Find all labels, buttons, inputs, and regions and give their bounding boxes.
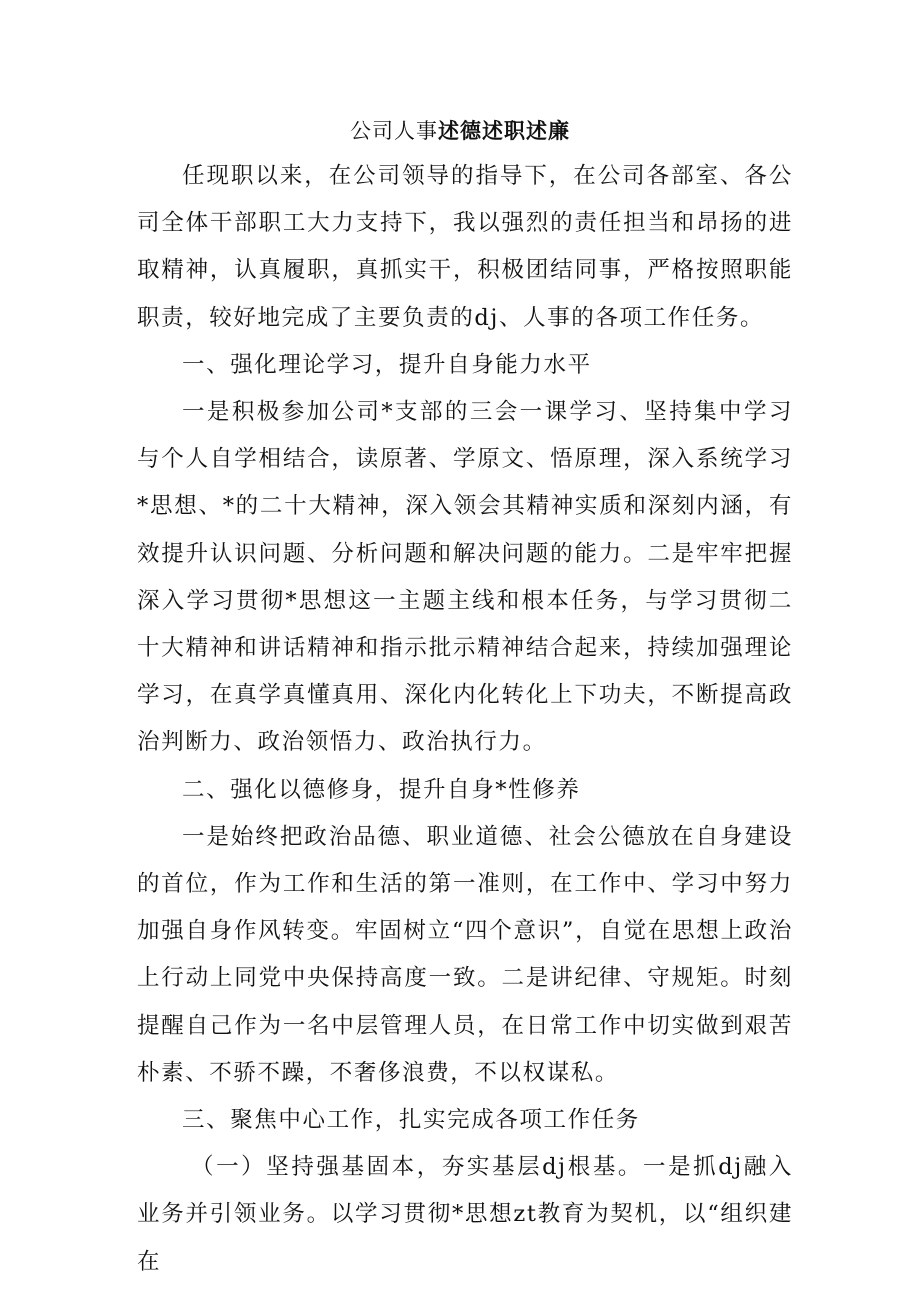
intro-paragraph: 任现职以来，在公司领导的指导下，在公司各部室、各公司全体干部职工大力支持下，我以强烈的责任担当和昂扬的进取精神，认真履职，真抓实干，积极团结同事，严格按照职能职责，较好地完成了主要负责的dj、人事的各项工作任务。 — [137, 163, 793, 331]
section-1-paragraph: 一是积极参加公司*支部的三会一课学习、坚持集中学习与个人自学相结合，读原著、学原文、悟原理，深入系统学习*思想、*的二十大精神，深入领会其精神实质和深刻内涵，有效提升认识问题、分析问题和解决问题的能力。二是牢牢把握深入学习贯彻*思想这一主题主线和根本任务，与学习贯彻二十大精神和讲话精神和指示批示精神结合起来，持续加强理论学习，在真学真懂真用、深化内化转化上下功夫，不断提高政治判断力、政治领悟力、政治执行力。 — [137, 399, 793, 756]
section-heading-2: 二、强化以德修身，提升自身*性修养 — [182, 776, 581, 803]
document-title — [0, 116, 920, 146]
section-heading-3: 三、聚焦中心工作，扎实完成各项工作任务 — [182, 1107, 640, 1134]
section-heading-1: 一、强化理论学习，提升自身能力水平 — [182, 351, 592, 378]
section-3-paragraph: （一）坚持强基固本，夯实基层dj根基。一是抓dj融入业务并引领业务。以学习贯彻*思想zt教育为契机，以“组织建在 — [137, 1154, 793, 1275]
title-prefix: 公司人事 — [350, 119, 438, 143]
document-body — [137, 153, 793, 1286]
section-2-paragraph: 一是始终把政治品德、职业道德、社会公德放在自身建设的首位，作为工作和生活的第一准则，在工作中、学习中努力加强自身作风转变。牢固树立“四个意识”，自觉在思想上政治上行动上同党中央保持高度一致。二是讲纪律、守规矩。时刻提醒自己作为一名中层管理人员，在日常工作中切实做到艰苦朴素、不骄不躁，不奢侈浪费，不以权谋私。 — [137, 823, 793, 1086]
title-bold: 述德述职述廉 — [438, 118, 570, 143]
